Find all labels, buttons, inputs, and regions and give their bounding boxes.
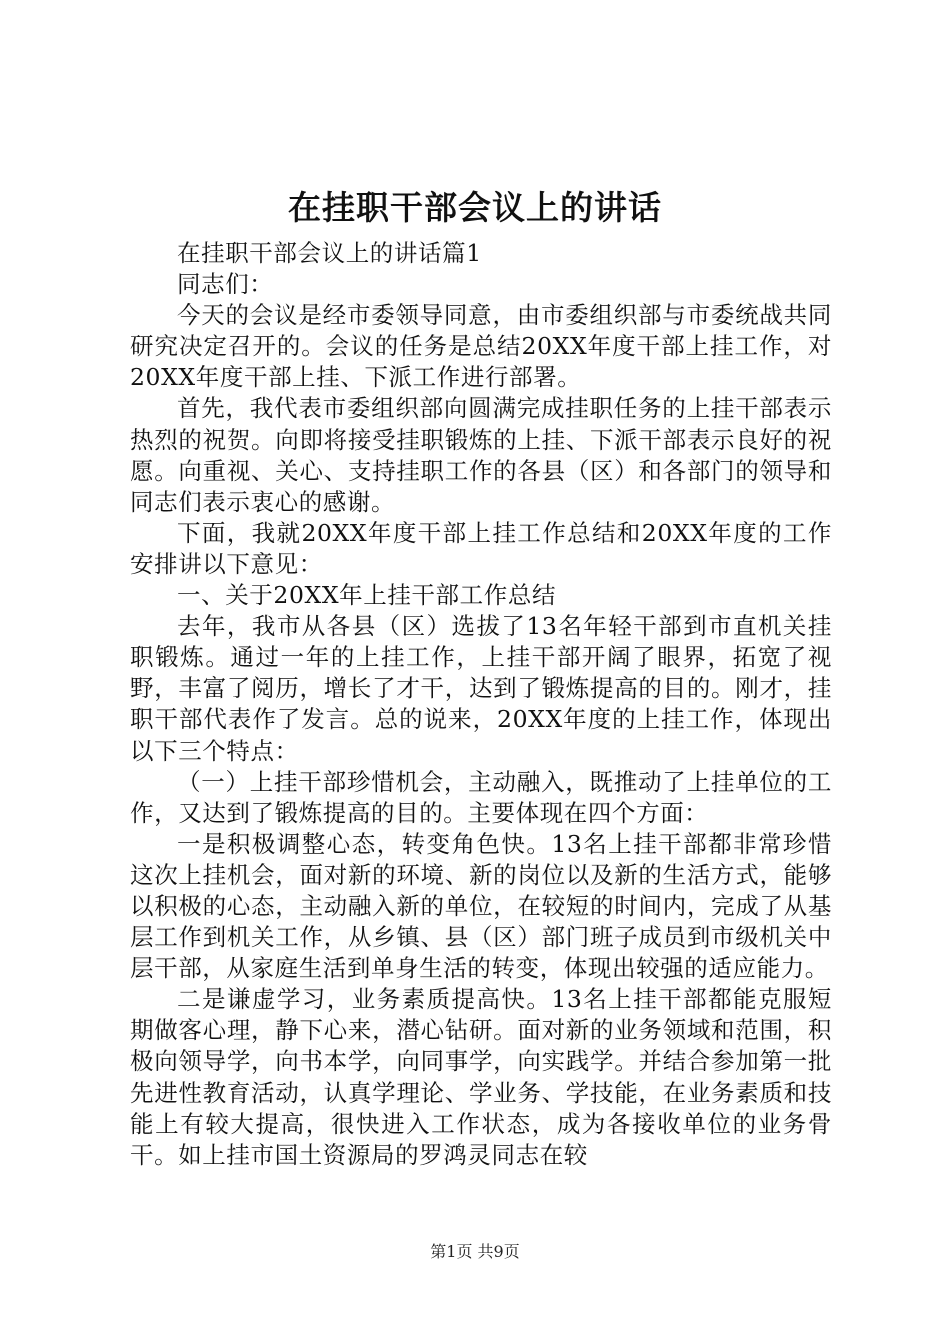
document-title: 在挂职干部会议上的讲话 [288,188,662,227]
paragraph: 下面，我就20XX年度干部上挂工作总结和20XX年度的工作安排讲以下意见： [130,518,832,578]
paragraph: （一）上挂干部珍惜机会，主动融入，既推动了上挂单位的工作，又达到了锻炼提高的目的。主要体现在四个方面： [130,767,832,827]
paragraph: 二是谦虚学习，业务素质提高快。13名上挂干部都能克服短期做客心理，静下心来，潜心钻研。面对新的业务领域和范围，积极向领导学，向书本学，向同事学，向实践学。并结合参加第一批先进性教育活动，认真学理论、学业务、学技能，在业务素质和技能上有较大提高，很快进入工作状态，成为各接收单位的业务骨干。如上挂市国土资源局的罗鸿灵同志在较 [130,985,832,1169]
paragraph-salutation: 同志们： [177,270,274,299]
document-body [130,238,832,1171]
paragraph: 今天的会议是经市委领导同意，由市委组织部与市委统战共同研究决定召开的。会议的任务是总结20XX年度干部上挂工作，对20XX年度干部上挂、下派工作进行部署。 [130,301,832,392]
paragraph: 去年，我市从各县（区）选拔了13名年轻干部到市直机关挂职锻炼。通过一年的上挂工作，上挂干部开阔了眼界，拓宽了视野，丰富了阅历，增长了才干，达到了锻炼提高的目的。刚才，挂职干部代表作了发言。总的说来，20XX年度的上挂工作，体现出以下三个特点： [130,612,832,765]
paragraph-heading: 一、关于20XX年上挂干部工作总结 [177,581,557,610]
paragraph: 一是积极调整心态，转变角色快。13名上挂干部都非常珍惜这次上挂机会，面对新的环境、新的岗位以及新的生活方式，能够以积极的心态，主动融入新的单位，在较短的时间内，完成了从基层工作到机关工作，从乡镇、县（区）部门班子成员到市级机关中层干部，从家庭生活到单身生活的转变，体现出较强的适应能力。 [130,829,832,983]
page-footer: 第1页 共9页 [430,1242,520,1261]
paragraph: 首先，我代表市委组织部向圆满完成挂职任务的上挂干部表示热烈的祝贺。向即将接受挂职锻炼的上挂、下派干部表示良好的祝愿。向重视、关心、支持挂职工作的各县（区）和各部门的领导和同志们表示衷心的感谢。 [130,394,832,516]
paragraph-section-heading: 在挂职干部会议上的讲话篇1 [177,239,482,267]
